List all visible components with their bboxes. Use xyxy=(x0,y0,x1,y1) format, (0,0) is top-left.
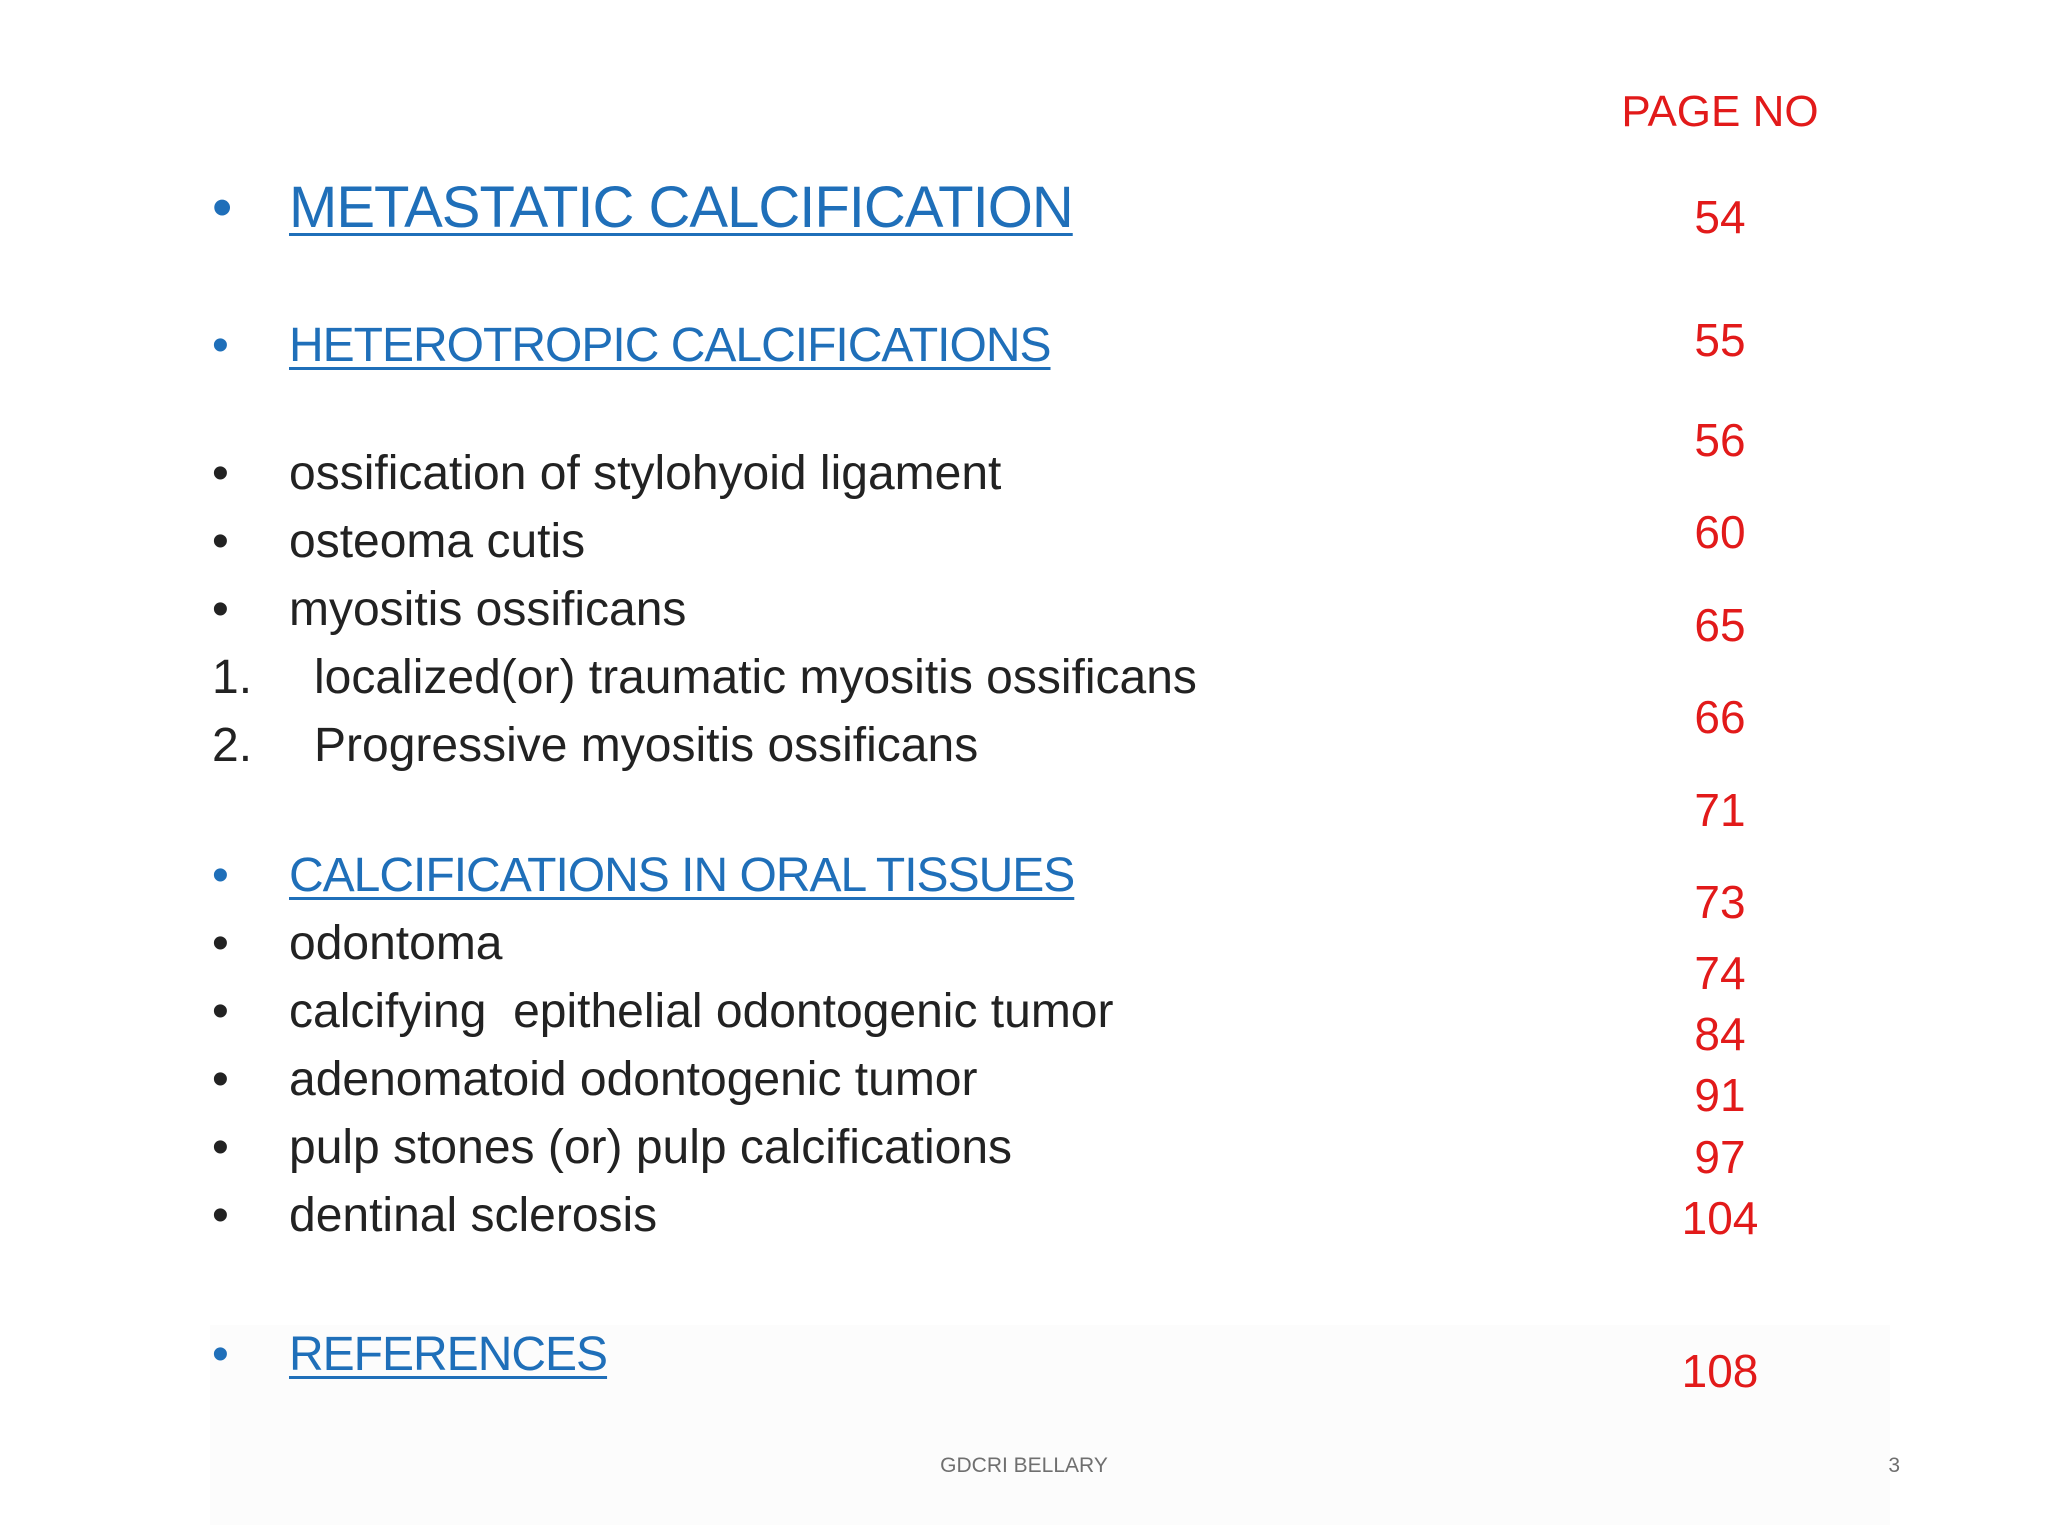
page-number: 60 xyxy=(1694,506,1746,558)
page-number: 108 xyxy=(1681,1345,1759,1397)
toc-heading-metastatic-calcification[interactable] xyxy=(212,172,1112,244)
bullet-marker: • xyxy=(212,917,229,970)
bullet-marker: • xyxy=(212,1053,229,1106)
toc-item-label: ossification of stylohyoid ligament xyxy=(289,447,1002,500)
page-number: 55 xyxy=(1694,314,1746,366)
toc-heading-label: HETEROTROPIC CALCIFICATIONS xyxy=(289,319,1051,372)
toc-item-adenomatoid xyxy=(212,1050,1312,1110)
toc-item-dentinal-sclerosis xyxy=(212,1186,1312,1246)
toc-item-odontoma xyxy=(212,914,1312,974)
toc-item-calcifying-epithelial xyxy=(212,982,1312,1042)
toc-heading-label: REFERENCES xyxy=(289,1328,608,1381)
toc-heading-references[interactable] xyxy=(212,1325,1112,1385)
page-number: 104 xyxy=(1681,1192,1759,1244)
toc-subitem-label: localized(or) traumatic myositis ossificans xyxy=(314,651,1197,704)
toc-heading-heterotropic-calcifications[interactable] xyxy=(212,316,1112,376)
bullet-marker: • xyxy=(212,583,229,636)
toc-heading-label: CALCIFICATIONS IN ORAL TISSUES xyxy=(289,849,1075,902)
toc-item-osteoma-cutis xyxy=(212,512,1312,572)
page-number: 65 xyxy=(1694,599,1746,651)
page-number: 66 xyxy=(1694,691,1746,743)
page-no-header: PAGE NO xyxy=(1621,87,1819,136)
toc-item-label: dentinal sclerosis xyxy=(289,1189,658,1242)
bullet-marker: • xyxy=(212,1328,229,1381)
toc-item-ossification-stylohyoid xyxy=(212,444,1312,504)
toc-item-label: calcifying epithelial odontogenic tumor xyxy=(289,985,1114,1038)
page-number: 56 xyxy=(1694,414,1746,466)
bullet-marker: • xyxy=(212,1189,229,1242)
bullet-marker: • xyxy=(212,515,229,568)
toc-subitem-progressive-myositis xyxy=(212,716,1412,776)
toc-item-label: odontoma xyxy=(289,917,503,970)
page-number: 84 xyxy=(1694,1008,1746,1060)
bullet-marker: • xyxy=(212,175,233,240)
bullet-marker: • xyxy=(212,849,229,902)
toc-item-label: myositis ossificans xyxy=(289,583,687,636)
toc-item-label: pulp stones (or) pulp calcifications xyxy=(289,1121,1013,1174)
bullet-marker: • xyxy=(212,1121,229,1174)
bullet-marker: • xyxy=(212,319,229,372)
toc-item-label: osteoma cutis xyxy=(289,515,586,568)
page-number: 73 xyxy=(1694,876,1746,928)
page-number: 74 xyxy=(1694,947,1746,999)
number-marker: 2. xyxy=(212,719,253,772)
toc-item-pulp-stones xyxy=(212,1118,1312,1178)
toc-heading-label: METASTATIC CALCIFICATION xyxy=(289,175,1073,240)
footer-text: GDCRI BELLARY xyxy=(940,1454,1108,1477)
toc-heading-calcifications-oral-tissues[interactable] xyxy=(212,846,1112,906)
toc-item-myositis-ossificans xyxy=(212,580,1312,640)
toc-subitem-label: Progressive myositis ossificans xyxy=(314,719,979,772)
toc-subitem-localized-myositis xyxy=(212,648,1412,708)
bullet-marker: • xyxy=(212,985,229,1038)
number-marker: 1. xyxy=(212,651,253,704)
bullet-marker: • xyxy=(212,447,229,500)
slide-number: 3 xyxy=(1888,1454,1900,1477)
page-number: 54 xyxy=(1694,191,1746,243)
page-number: 91 xyxy=(1694,1069,1746,1121)
toc-item-label: adenomatoid odontogenic tumor xyxy=(289,1053,978,1106)
page-number: 97 xyxy=(1694,1131,1746,1183)
page-number: 71 xyxy=(1694,784,1746,836)
